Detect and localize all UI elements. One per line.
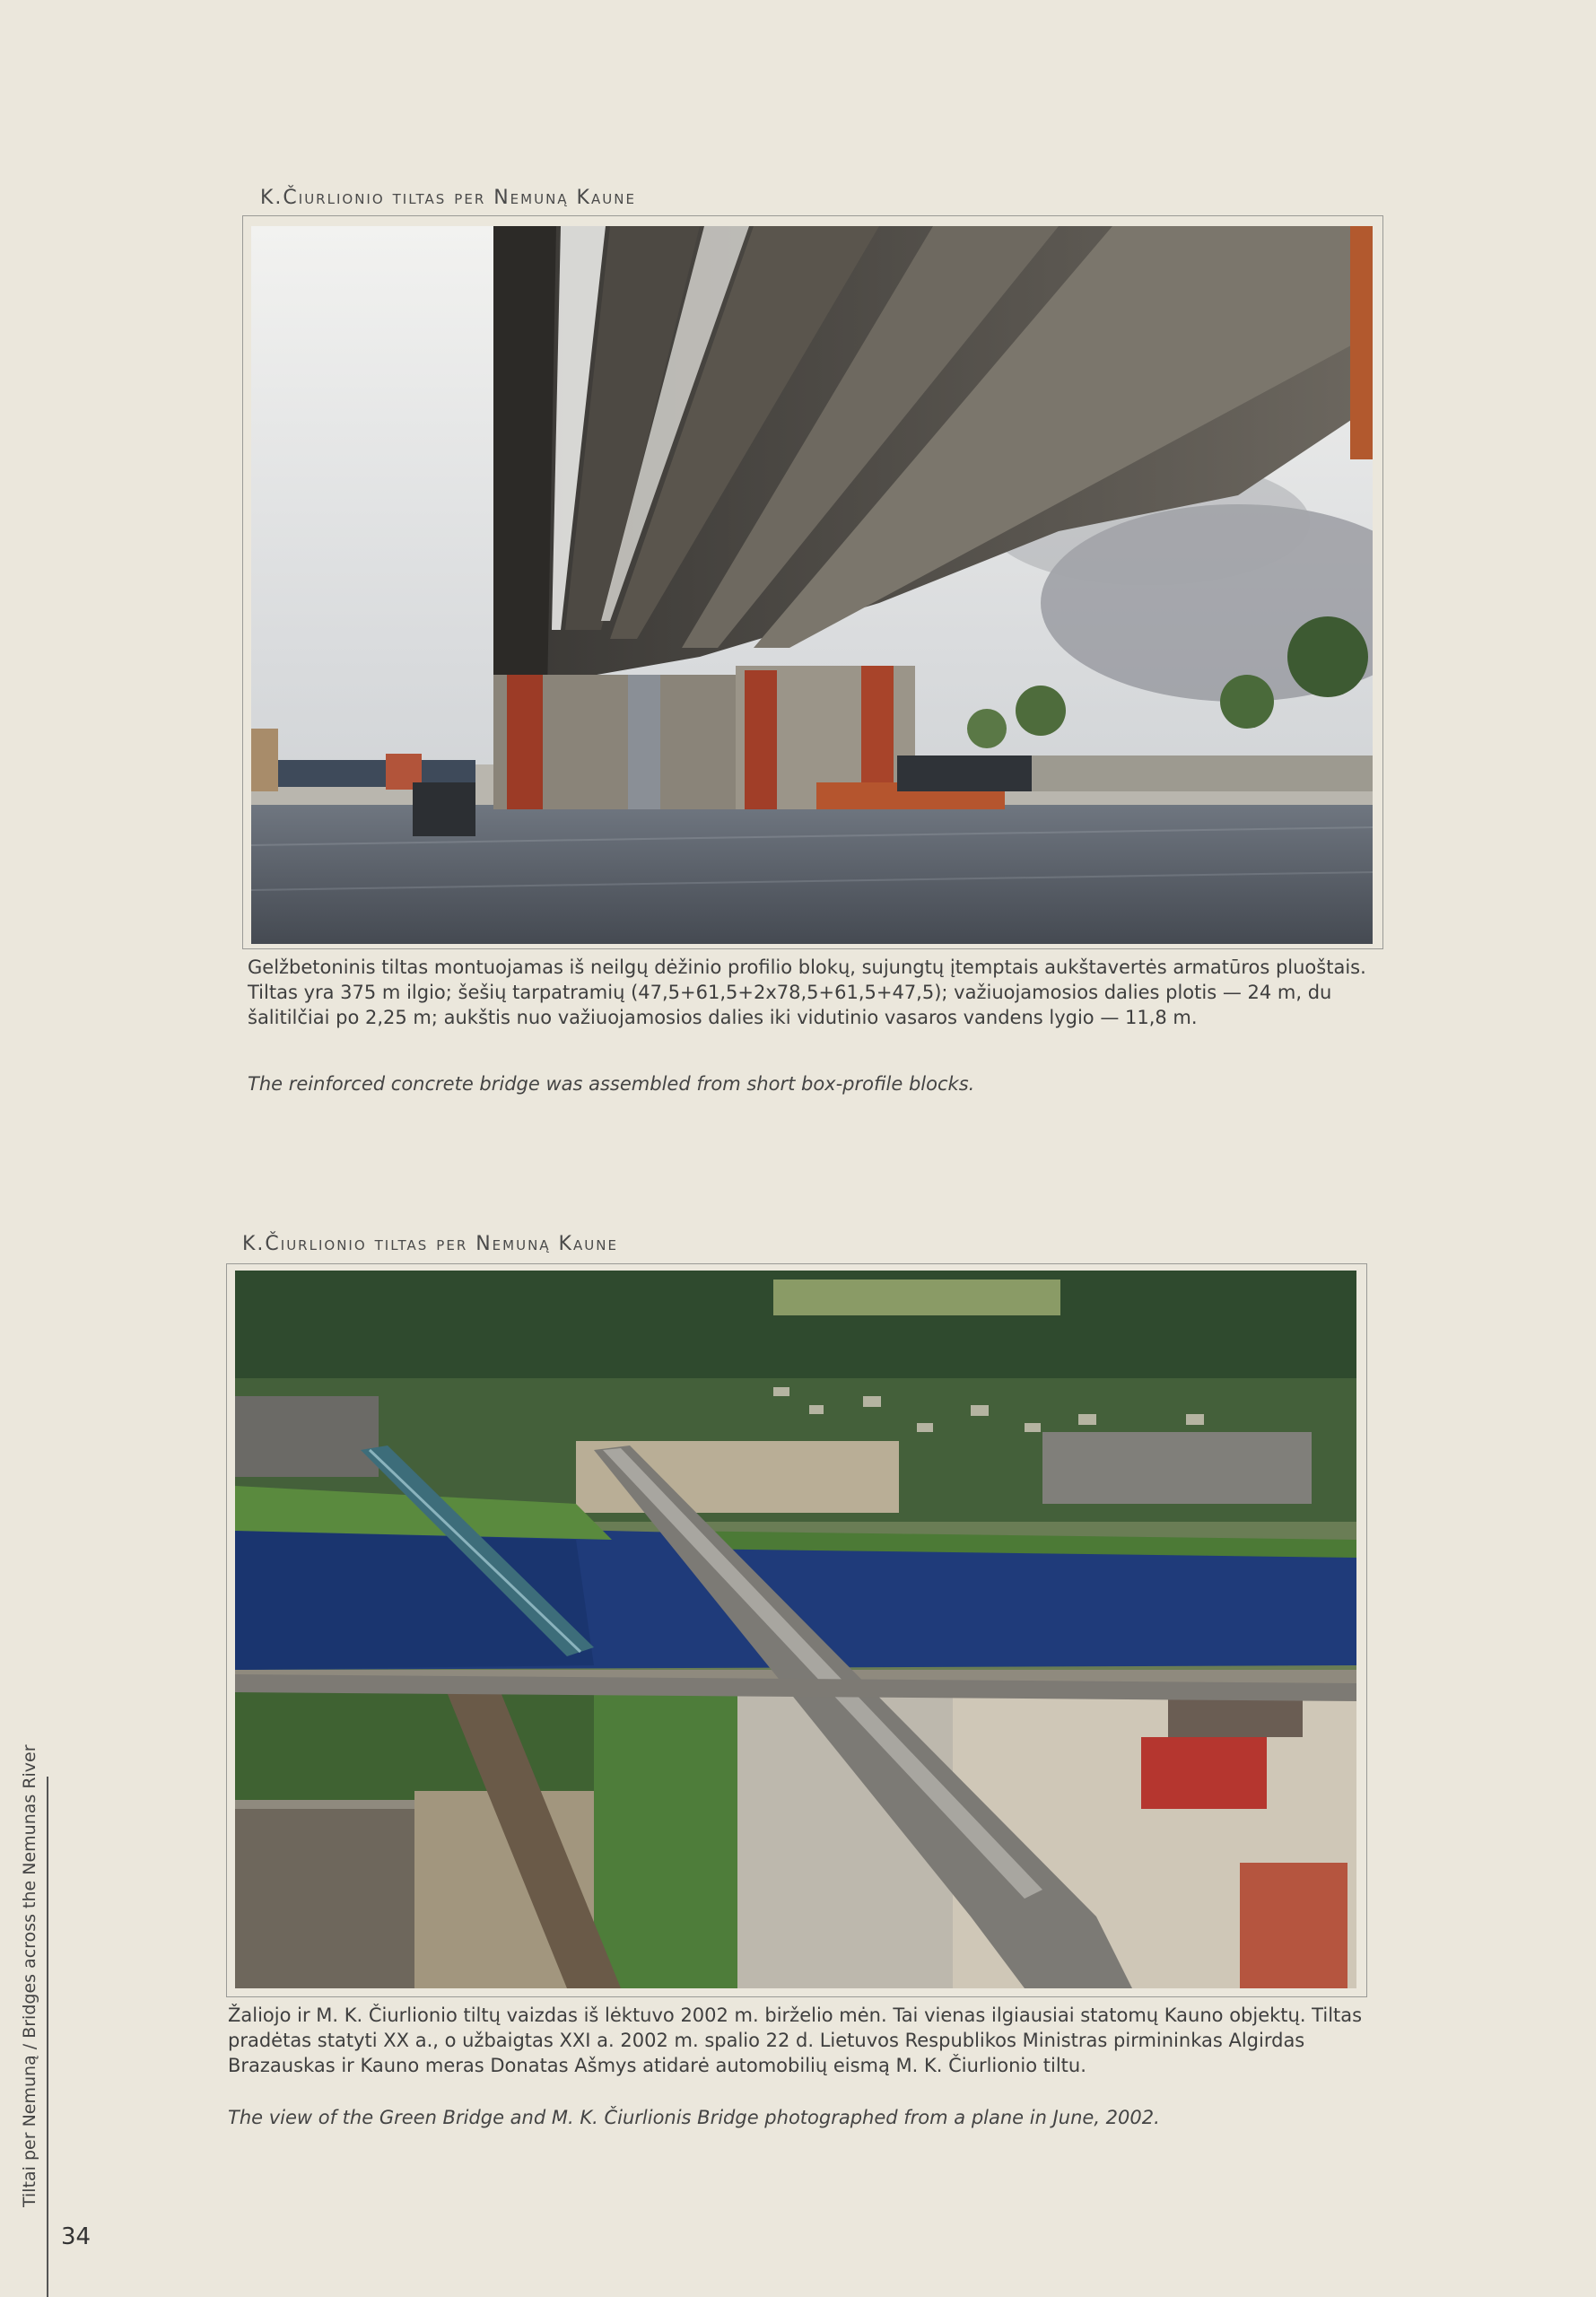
bridge-underside-photo [251,226,1373,944]
section-1-title: K.Čiurlionio tiltas per Nemuną Kaune [260,187,636,209]
section-1-caption-lt: Gelžbetoninis tiltas montuojamas iš neilgų dėžinio profilio blokų, sujungtų įtemptais aukštavertės armatūros pluoštais. Tiltas yra 375 m ilgio; šešių tarpatramių (47,5+61,5+2x78,5+61,5+47,5); važiuojamosios dalies plotis — 24 m, du šalitilčiai po 2,25 m; aukštis nuo važiuojamosios dalies iki vidutinio vasaros vandens lygio — 11,8 m. [248,956,1366,1028]
section-2-title: K.Čiurlionio tiltas per Nemuną Kaune [242,1233,618,1255]
spine-rule [47,1777,48,2297]
section-1-caption-en: The reinforced concrete bridge was assembled from short box-profile blocks. [248,1073,975,1095]
section-2-caption-lt: Žaliojo ir M. K. Čiurlionio tiltų vaizdas iš lėktuvo 2002 m. birželio mėn. Tai vienas ilgiausiai statomų Kauno objektų. Tiltas pradėtas statyti XX a., o užbaigtas XXI a. 2002 m. spalio 22 d. Lietuvos Respublikos Ministras pirmininkas Algirdas Brazauskas ir Kauno meras Donatas Ašmys atidarė automobilių eismą M. K. Čiurlionio tiltu. [228,2004,1363,2076]
spine-title: Tiltai per Nemuną / Bridges across the Nemunas River [20,1744,39,2207]
aerial-bridges-photo [235,1271,1356,1988]
page-number: 34 [61,2223,92,2250]
section-2-caption-en: The view of the Green Bridge and M. K. Čiurlionis Bridge photographed from a plane in June, 2002. [228,2107,1160,2128]
